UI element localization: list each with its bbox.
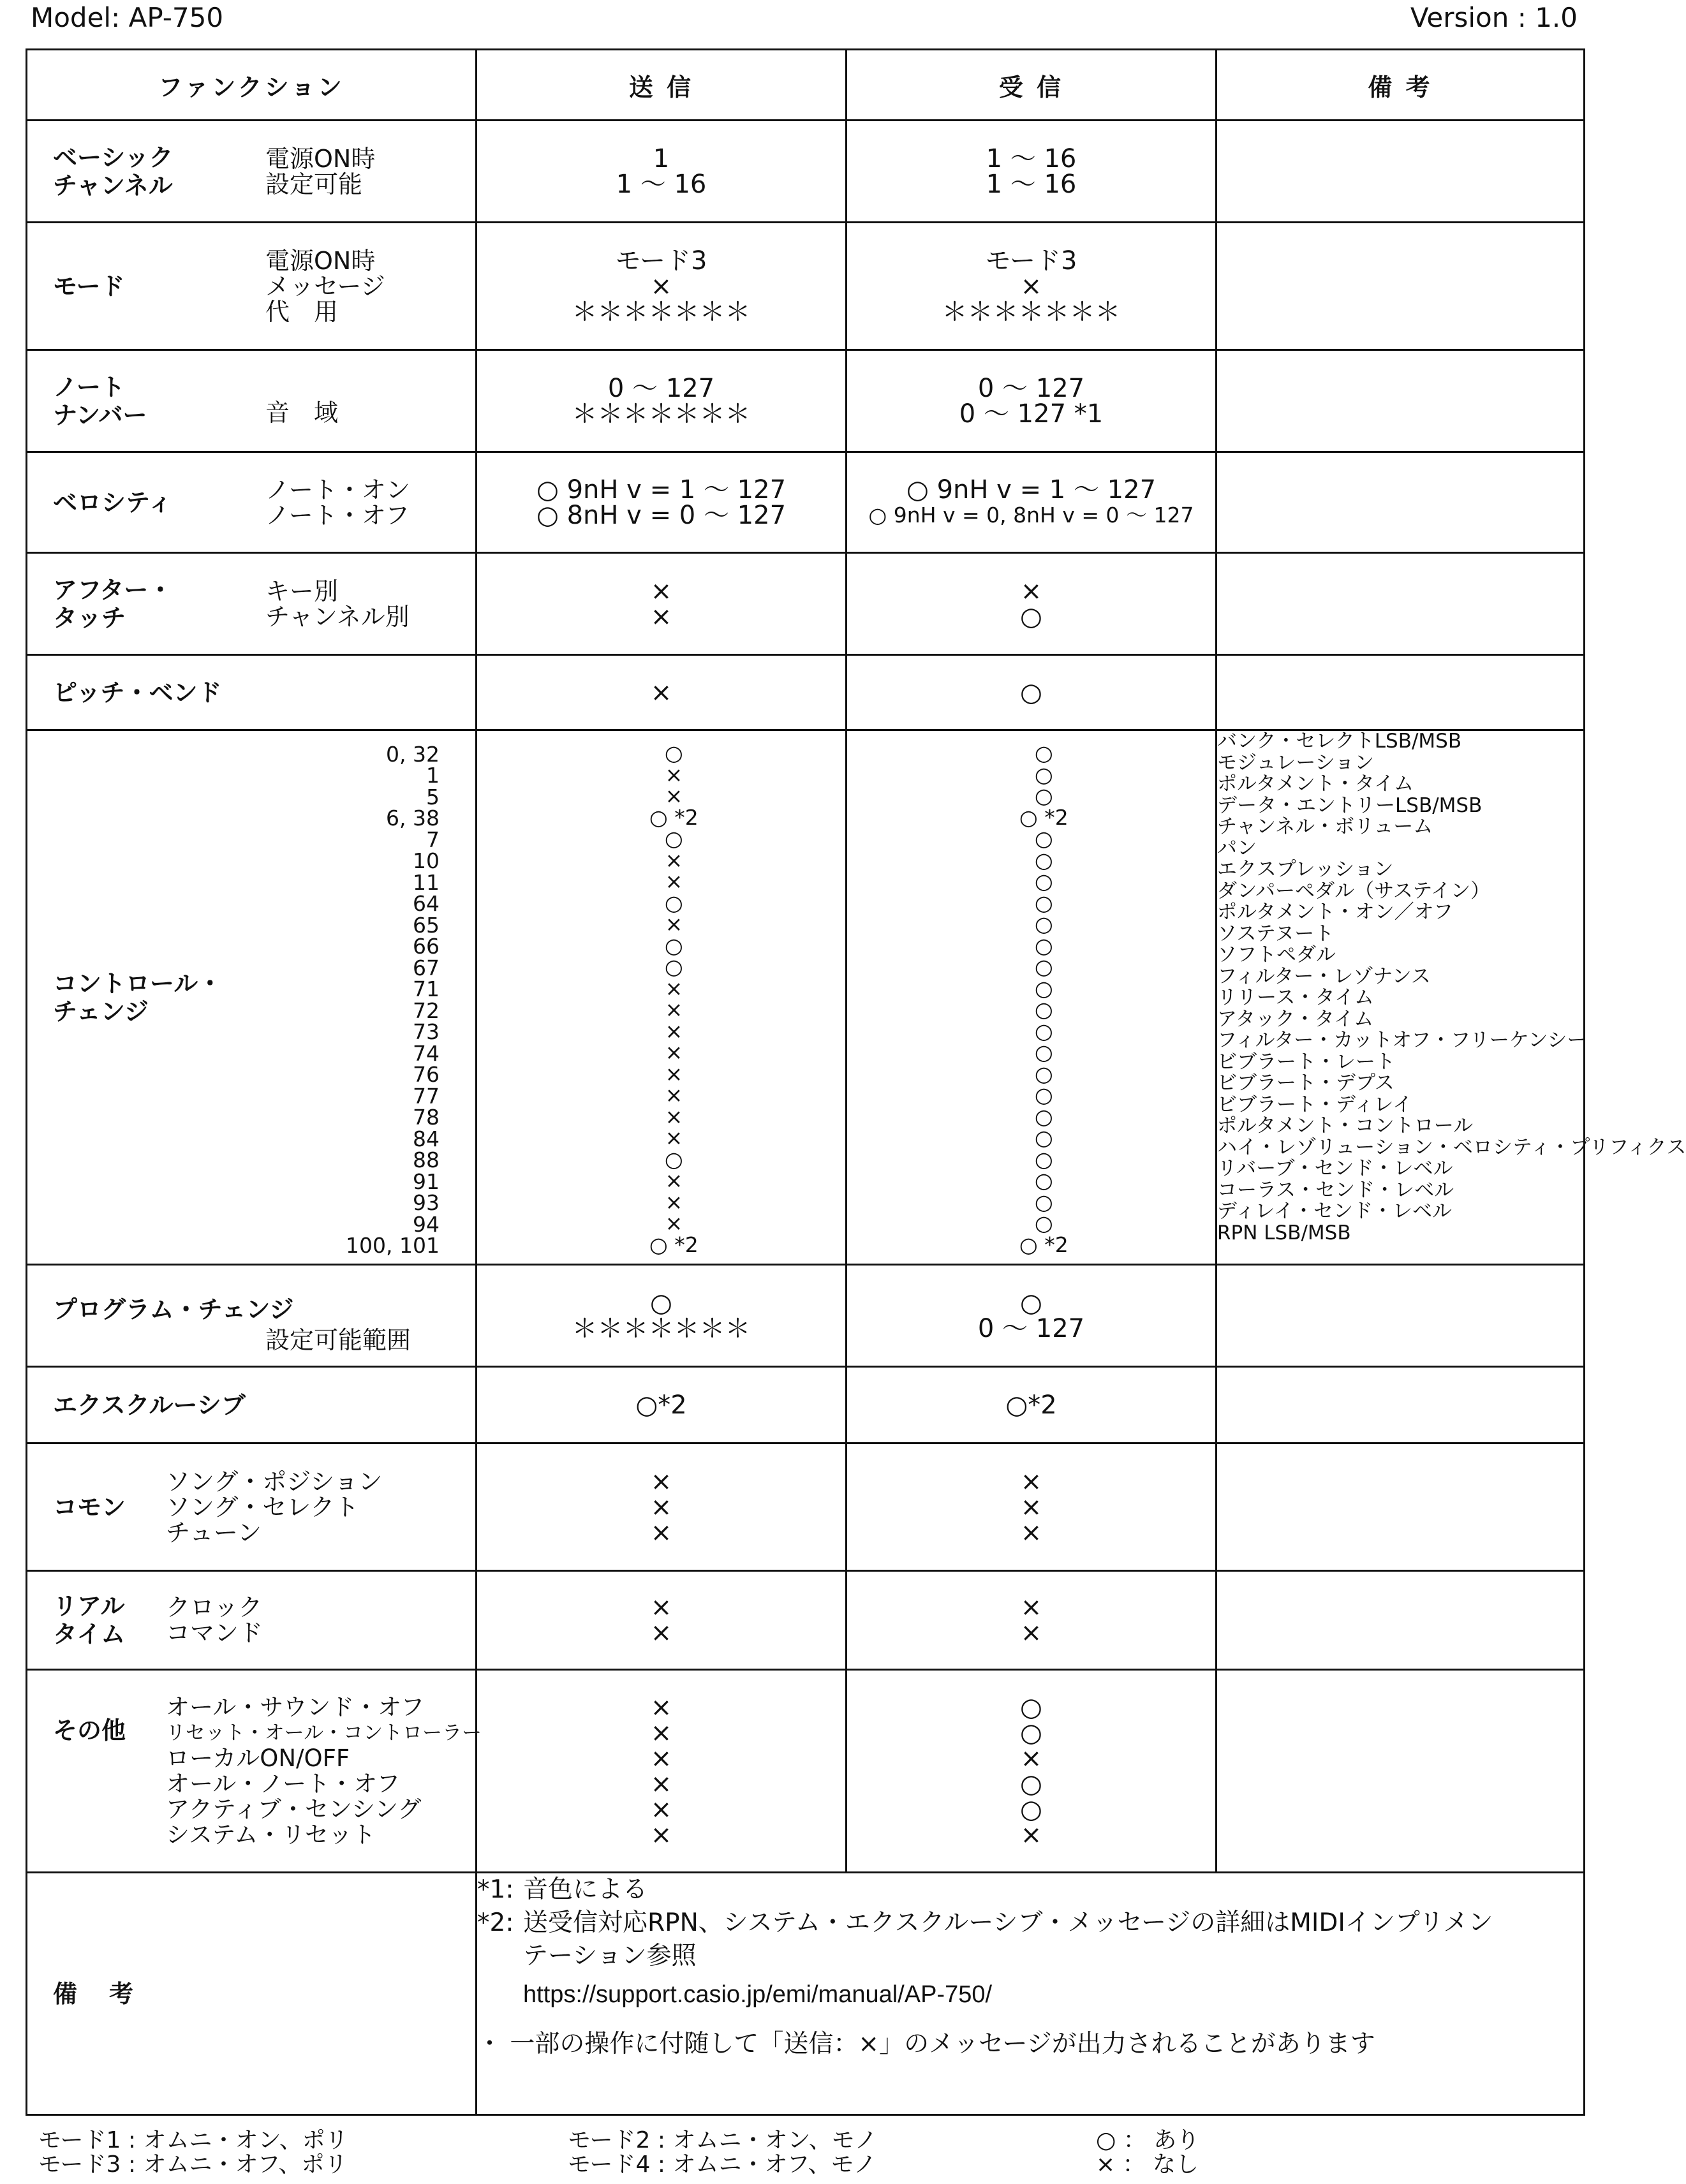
recv-value: × bbox=[1020, 1517, 1042, 1547]
col-recv: 受 信 bbox=[847, 50, 1216, 121]
fn-main: エクスクルーシブ bbox=[53, 1391, 246, 1419]
cc-recv-value: ○ bbox=[1034, 933, 1053, 958]
row-program-change bbox=[27, 1265, 1585, 1367]
fn-sub-item: チューン bbox=[166, 1518, 262, 1547]
cc-send-value: × bbox=[665, 1040, 683, 1065]
cc-number: 0, 32 bbox=[386, 741, 440, 767]
cc-remark: パン bbox=[1217, 836, 1257, 860]
cc-recv-value: ○ bbox=[1034, 1125, 1053, 1150]
send-value: × bbox=[650, 1769, 672, 1799]
cc-recv-value: ○ bbox=[1034, 1082, 1053, 1107]
send-value: × bbox=[650, 1466, 672, 1496]
send-value: ○*2 bbox=[635, 1390, 687, 1420]
cc-number: 67 bbox=[413, 955, 440, 980]
recv-value: ○*2 bbox=[1005, 1390, 1057, 1420]
row-mode bbox=[27, 223, 1585, 350]
note-text: 送受信対応RPN、システム・エクスクルーシブ・メッセージの詳細はMIDIインプリメン bbox=[523, 1908, 1493, 1937]
cc-recv-value: ○ bbox=[1034, 826, 1053, 851]
cc-send-value: × bbox=[665, 869, 683, 894]
fn-main: モード bbox=[53, 272, 125, 300]
cc-number: 77 bbox=[413, 1083, 440, 1109]
cc-recv-value: ○ bbox=[1034, 1211, 1053, 1236]
fn-sub: クロック コマンド bbox=[166, 1593, 263, 1647]
cc-number: 91 bbox=[413, 1169, 440, 1194]
recv-value: ○ 9nH v = 0, 8nH v = 0 ～ 127 bbox=[868, 502, 1194, 528]
cc-remark: フィルター・カットオフ・フリーケンシー bbox=[1217, 1029, 1587, 1052]
col-function: ファンクション bbox=[27, 50, 477, 121]
cc-recv-value: ○ bbox=[1034, 890, 1053, 915]
cc-number: 78 bbox=[413, 1105, 440, 1130]
fn-sub-item: ソング・セレクト bbox=[166, 1493, 359, 1521]
cc-number: 65 bbox=[413, 912, 440, 938]
cc-send-value: ○ *2 bbox=[649, 1232, 699, 1257]
recv-value: 0 ～ 127 *1 bbox=[959, 399, 1104, 429]
cc-remark: リリース・タイム bbox=[1217, 986, 1374, 1009]
recv-value: モード3 bbox=[985, 246, 1077, 276]
cc-remark: ハイ・レゾリューション・ベロシティ・プリフィクス bbox=[1217, 1135, 1686, 1159]
footer-yes: ○ ： あり bbox=[1096, 2127, 1200, 2153]
cc-remark: エクスプレッション bbox=[1217, 858, 1394, 881]
cc-recv-value: ○ bbox=[1034, 1146, 1053, 1172]
recv-value: × bbox=[1020, 1820, 1042, 1850]
cc-number: 74 bbox=[413, 1040, 440, 1066]
cc-remark: モジュレーション bbox=[1217, 751, 1375, 774]
cc-send-value: × bbox=[665, 911, 683, 936]
send-value: × bbox=[650, 1517, 672, 1547]
note-text: テーション参照 bbox=[523, 1942, 697, 1970]
send-value: × bbox=[650, 677, 672, 707]
cc-number: 73 bbox=[413, 1019, 440, 1044]
cc-send-value: ○ bbox=[664, 741, 683, 765]
send-value: ＊＊＊＊＊＊＊ bbox=[572, 297, 751, 327]
cc-remark: チャンネル・ボリューム bbox=[1217, 815, 1433, 838]
cc-send-value: × bbox=[665, 1103, 683, 1129]
row-other bbox=[27, 1670, 1585, 1873]
cc-recv-value: ○ bbox=[1034, 741, 1053, 765]
recv-value: × bbox=[1020, 271, 1042, 301]
cc-recv-value: ○ bbox=[1034, 1018, 1053, 1044]
footer-mode1: モード1 : オムニ・オン、ポリ bbox=[38, 2127, 348, 2153]
fn-sub-item: ソング・ポジション bbox=[166, 1467, 383, 1496]
cc-remark: ダンパーペダル（サステイン） bbox=[1217, 879, 1491, 903]
footer-mode2: モード2 : オムニ・オン、モノ bbox=[568, 2127, 878, 2153]
cc-recv-value: ○ bbox=[1034, 869, 1053, 894]
fn-sub-item: システム・リセット bbox=[166, 1820, 376, 1848]
cc-remark: ポルタメント・コントロール bbox=[1217, 1114, 1474, 1137]
cc-number: 76 bbox=[413, 1062, 440, 1087]
cc-number: 93 bbox=[413, 1190, 440, 1215]
recv-value: 0 ～ 127 bbox=[977, 1313, 1085, 1343]
cc-remark: バンク・セレクトLSB/MSB bbox=[1217, 730, 1462, 753]
row-basic-channel bbox=[27, 121, 1585, 223]
send-value: モード3 bbox=[615, 246, 707, 276]
row-pitch-bend bbox=[27, 655, 1585, 730]
send-value: 0 ～ 127 bbox=[607, 373, 715, 403]
fn-sub-item: アクティブ・センシング bbox=[166, 1795, 422, 1823]
cc-remark: ポルタメント・オン／オフ bbox=[1217, 901, 1453, 924]
cc-remark: データ・エントリーLSB/MSB bbox=[1217, 793, 1483, 817]
cc-remark: コーラス・センド・レベル bbox=[1217, 1178, 1454, 1202]
recv-value: 1 ～ 16 bbox=[986, 144, 1077, 173]
cc-send-value: ○ *2 bbox=[649, 804, 699, 830]
footer-mode3: モード3 : オムニ・オフ、ポリ bbox=[38, 2151, 348, 2178]
cc-remark: ソフトペダル bbox=[1217, 943, 1336, 966]
row-control-change bbox=[27, 730, 1585, 1265]
cc-number: 7 bbox=[426, 827, 440, 852]
header-row bbox=[27, 50, 1585, 121]
col-send: 送 信 bbox=[477, 50, 847, 121]
fn-main: ベーシック チャンネル bbox=[53, 143, 174, 200]
cc-remark: ビブラート・ディレイ bbox=[1217, 1093, 1412, 1116]
send-value: × bbox=[650, 576, 672, 606]
cc-send-value: × bbox=[665, 783, 683, 808]
cc-send-value: × bbox=[665, 1061, 683, 1086]
remarks-label: 備 考 bbox=[53, 1979, 138, 2008]
send-value: × bbox=[650, 1743, 672, 1773]
send-value: ＊＊＊＊＊＊＊ bbox=[572, 399, 751, 429]
fn-main: アフター・ タッチ bbox=[53, 575, 173, 632]
model-label: Model: AP-750 bbox=[31, 2, 224, 33]
cc-remark: リバーブ・センド・レベル bbox=[1217, 1157, 1453, 1180]
cc-send-value: × bbox=[665, 847, 683, 873]
recv-value: 1 ～ 16 bbox=[986, 169, 1077, 199]
fn-main: コモン bbox=[53, 1493, 126, 1521]
send-value: 1 bbox=[653, 144, 670, 173]
cc-remark: ビブラート・レート bbox=[1217, 1050, 1395, 1074]
recv-value: × bbox=[1020, 1743, 1042, 1773]
cc-send-list bbox=[649, 742, 699, 1255]
recv-value: ○ bbox=[1020, 1769, 1042, 1799]
row-exclusive bbox=[27, 1367, 1585, 1443]
cc-remark: ポルタメント・タイム bbox=[1217, 772, 1414, 795]
recv-value: ○ bbox=[1020, 601, 1042, 631]
version-label: Version : 1.0 bbox=[1410, 2, 1578, 33]
cc-number: 94 bbox=[413, 1211, 440, 1237]
fn-main: その他 bbox=[53, 1716, 126, 1745]
cc-send-value: × bbox=[665, 997, 683, 1022]
send-value: × bbox=[650, 601, 672, 631]
cc-send-value: × bbox=[665, 1125, 683, 1150]
cc-send-value: ○ bbox=[664, 954, 683, 979]
cc-send-value: × bbox=[665, 975, 683, 1001]
row-note-number bbox=[27, 350, 1585, 452]
recv-value: × bbox=[1020, 576, 1042, 606]
fn-sub: 電源ON時 設定可能 bbox=[265, 144, 376, 198]
fn-sub-item: オール・ノート・オフ bbox=[166, 1769, 401, 1797]
recv-value: ○ bbox=[1020, 1692, 1042, 1722]
cc-remark: アタック・タイム bbox=[1217, 1007, 1374, 1031]
send-value: × bbox=[650, 1692, 672, 1722]
cc-recv-value: ○ bbox=[1034, 783, 1053, 808]
bullet-note: ・ 一部の操作に付随して「送信：×」のメッセージが出力されることがあります bbox=[477, 2030, 1375, 2058]
cc-recv-value: ○ bbox=[1034, 911, 1053, 936]
remarks-notes bbox=[477, 1873, 1585, 2115]
cc-send-value: ○ bbox=[664, 890, 683, 915]
cc-recv-value: ○ bbox=[1034, 1040, 1053, 1065]
fn-sub: 音 域 bbox=[265, 398, 339, 427]
fn-main: コントロール・ チェンジ bbox=[53, 969, 223, 1026]
cc-number: 71 bbox=[413, 977, 440, 1001]
cc-recv-value: ○ *2 bbox=[1019, 1232, 1069, 1257]
cc-recv-list bbox=[1019, 742, 1069, 1255]
cc-recv-value: ○ *2 bbox=[1019, 804, 1069, 830]
cc-recv-value: ○ bbox=[1034, 997, 1053, 1022]
midi-implementation-chart bbox=[26, 48, 1686, 2116]
fn-main: リアル タイム bbox=[53, 1592, 126, 1648]
cc-send-value: × bbox=[665, 762, 683, 787]
note-key: *1: bbox=[477, 1875, 514, 1904]
send-value: 1 ～ 16 bbox=[616, 169, 707, 199]
manual-url[interactable]: https://support.casio.jp/emi/manual/AP-750/ bbox=[523, 1981, 993, 2008]
recv-value: 0 ～ 127 bbox=[977, 373, 1085, 403]
fn-main: プログラム・チェンジ bbox=[53, 1295, 294, 1324]
row-velocity bbox=[27, 452, 1585, 553]
cc-send-value: × bbox=[665, 1082, 683, 1107]
cc-number: 11 bbox=[413, 869, 440, 895]
recv-value: ○ 9nH v = 1 ～ 127 bbox=[906, 475, 1157, 505]
send-value: × bbox=[650, 1718, 672, 1748]
cc-send-value: ○ bbox=[664, 933, 683, 958]
row-realtime bbox=[27, 1571, 1585, 1670]
cc-remarks-list bbox=[1216, 730, 1686, 1265]
cc-number: 5 bbox=[426, 784, 440, 809]
recv-value: ○ bbox=[1020, 1794, 1042, 1824]
cc-recv-value: ○ bbox=[1034, 1103, 1053, 1129]
cc-number: 10 bbox=[413, 848, 440, 873]
fn-sub: 電源ON時 メッセージ 代 用 bbox=[265, 246, 385, 326]
cc-remark: ソステヌート bbox=[1217, 922, 1335, 945]
cc-number-list bbox=[346, 741, 440, 1258]
recv-value: × bbox=[1020, 1593, 1042, 1622]
col-remarks: 備 考 bbox=[1216, 50, 1585, 121]
footer-no: × ： なし bbox=[1096, 2151, 1199, 2178]
fn-sub: 設定可能範囲 bbox=[265, 1325, 411, 1354]
send-value: × bbox=[650, 1820, 672, 1850]
send-value: × bbox=[650, 271, 672, 301]
fn-main: ベロシティ bbox=[53, 488, 172, 517]
send-value: × bbox=[650, 1794, 672, 1824]
send-value: ○ 8nH v = 0 ～ 127 bbox=[536, 500, 787, 530]
cc-send-value: × bbox=[665, 1168, 683, 1193]
send-value: ○ 9nH v = 1 ～ 127 bbox=[536, 475, 787, 505]
note-text: 音色による bbox=[523, 1875, 648, 1904]
cc-recv-value: ○ bbox=[1034, 847, 1053, 873]
cc-recv-value: ○ bbox=[1034, 1168, 1053, 1193]
cc-remark: ディレイ・センド・レベル bbox=[1217, 1200, 1452, 1223]
send-value: ○ bbox=[650, 1288, 672, 1318]
recv-value: ＊＊＊＊＊＊＊ bbox=[942, 297, 1121, 327]
cc-remark: RPN LSB/MSB bbox=[1217, 1221, 1351, 1244]
recv-value: × bbox=[1020, 1618, 1042, 1648]
note-key: *2: bbox=[477, 1908, 514, 1937]
fn-sub: キー別 チャンネル別 bbox=[265, 577, 410, 631]
recv-value: × bbox=[1020, 1466, 1042, 1496]
cc-recv-value: ○ bbox=[1034, 975, 1053, 1001]
cc-number: 88 bbox=[413, 1147, 440, 1172]
cc-send-value: × bbox=[665, 1018, 683, 1044]
cc-recv-value: ○ bbox=[1034, 762, 1053, 787]
send-value: × bbox=[650, 1492, 672, 1522]
row-remarks bbox=[27, 1873, 1585, 2115]
fn-sub-item: リセット・オール・コントローラー bbox=[166, 1721, 482, 1745]
recv-value: ○ bbox=[1020, 677, 1042, 707]
cc-number: 64 bbox=[413, 891, 440, 916]
recv-value: ○ bbox=[1020, 1718, 1042, 1748]
send-value: × bbox=[650, 1618, 672, 1648]
fn-main: ピッチ・ベンド bbox=[53, 678, 222, 707]
send-value: × bbox=[650, 1593, 672, 1622]
cc-recv-value: ○ bbox=[1034, 1061, 1053, 1086]
cc-number: 1 bbox=[426, 763, 440, 788]
cc-send-value: ○ bbox=[664, 1146, 683, 1172]
cc-send-value: × bbox=[665, 1211, 683, 1236]
cc-recv-value: ○ bbox=[1034, 1189, 1053, 1214]
fn-sub-item: オール・サウンド・オフ bbox=[166, 1693, 425, 1721]
send-value: ＊＊＊＊＊＊＊ bbox=[572, 1313, 751, 1343]
row-aftertouch bbox=[27, 553, 1585, 655]
cc-remark: ビブラート・デプス bbox=[1217, 1072, 1394, 1095]
cc-number: 72 bbox=[413, 998, 440, 1023]
cc-send-value: × bbox=[665, 1189, 683, 1214]
fn-main: ノート ナンバー bbox=[53, 373, 147, 429]
cc-number: 6, 38 bbox=[386, 806, 440, 830]
fn-sub bbox=[166, 1469, 383, 1546]
cc-number: 100, 101 bbox=[346, 1233, 440, 1258]
cc-number: 66 bbox=[413, 934, 440, 959]
cc-number: 84 bbox=[413, 1126, 440, 1151]
cc-send-value: ○ bbox=[664, 826, 683, 851]
footer-mode4: モード4 : オムニ・オフ、モノ bbox=[568, 2151, 877, 2178]
cc-remark: フィルター・レゾナンス bbox=[1217, 964, 1431, 988]
recv-value: ○ bbox=[1020, 1288, 1042, 1318]
cc-recv-value: ○ bbox=[1034, 954, 1053, 979]
fn-sub-item: ローカルON/OFF bbox=[166, 1744, 350, 1772]
row-common bbox=[27, 1443, 1585, 1571]
fn-sub: ノート・オン ノート・オフ bbox=[265, 475, 410, 529]
recv-value: × bbox=[1020, 1492, 1042, 1522]
